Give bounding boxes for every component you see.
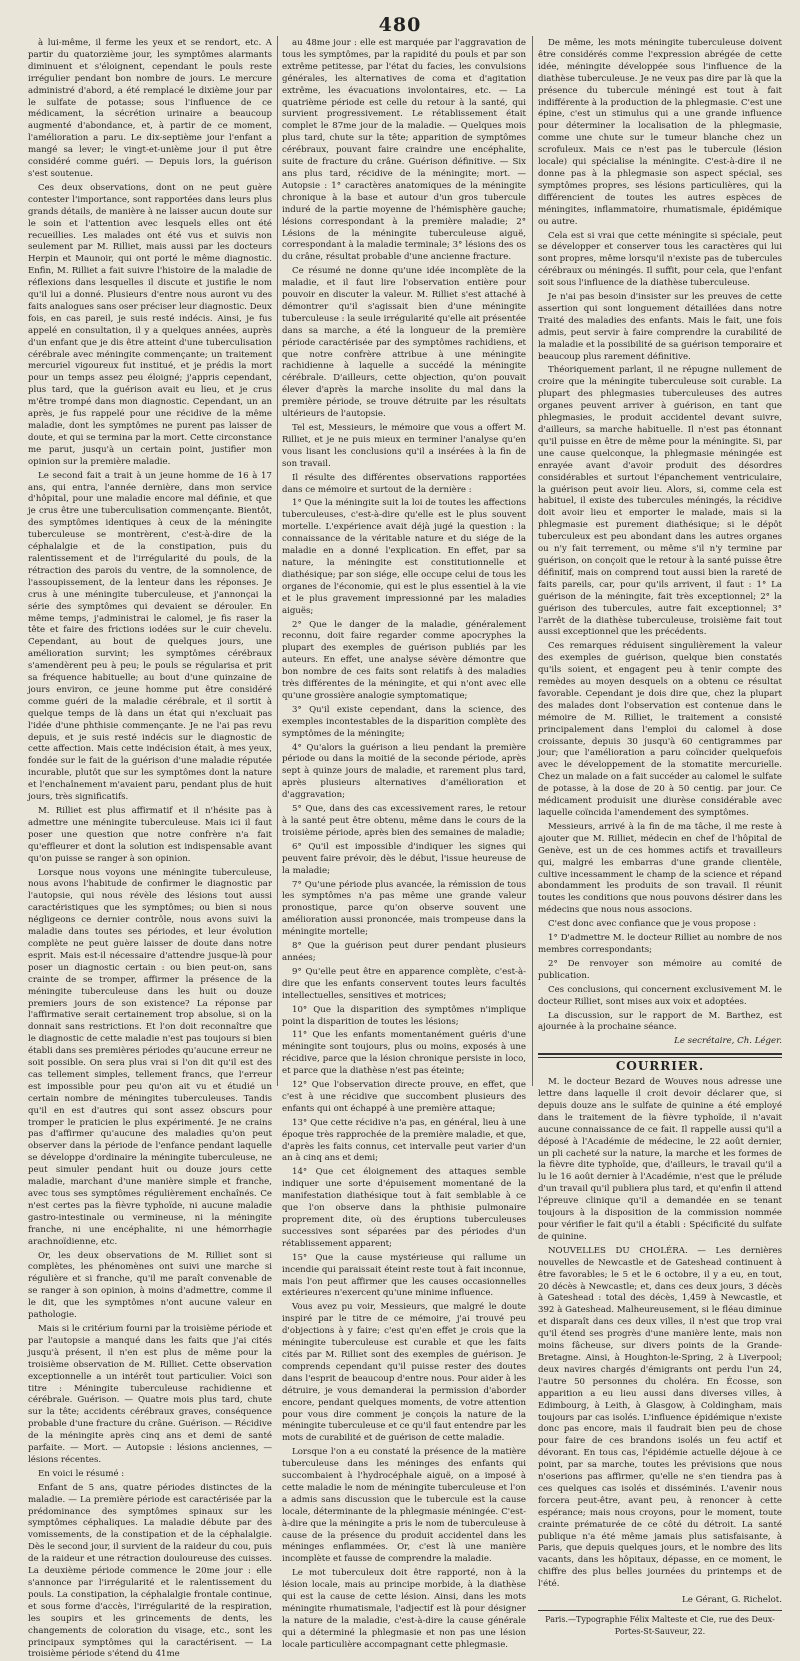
paragraph: Le second fait a trait à un jeune homme de 16 à 17 ans, qui entra, l'année dernière, dans mon service d'hôpital, pour une maladie encore mal définie, et que je crus être une tuberculisation commençante. Bientôt, des symptômes identiques à ceux de la méningite tuberculeuse se montrèrent, c'est-à-dire de la céphalalgie et de la constipation, puis du ralentissement et de l'irrégularité du pouls, de la rétraction des parois du ventre, de la somnolence, de l'assoupissement, de la lenteur dans les réponses. Je crus à une méningite tuberculeuse, et j'annonçai la série des symptômes qui devaient se dérouler. En même temps, j'administrai le calomel, je fis raser la tête et faire des frictions iodées sur le cuir chevelu. Cependant, au bout de quelques jours, une amélioration survint; les symptômes cérébraux s'amendèrent peu à peu; le pouls se régularisa et prit sa fréquence habituelle; au bout d'une quinzaine de jours environ, ce jeune homme put être considéré comme guéri de la maladie cérébrale, et il sortit à quelque temps de là dans un état qui n'excluait pas l'idée d'une phthisie commençante. Je ne l'ai pas revu depuis, et je suis resté indécis sur le diagnostic de cette affection. Mais cette indécision était, à mes yeux, fondée sur le fait de la guérison d'une maladie réputée incurable, plutôt que sur les symptômes dont la nature et l'enchaînement m'avaient paru, pendant plus de huit jours, très significatifs. bbox=[28, 470, 272, 803]
paragraph: 1° D'admettre M. le docteur Rilliet au nombre de nos membres correspondants; bbox=[538, 933, 782, 955]
paragraph: Tel est, Messieurs, le mémoire que vous a offert M. Rilliet, et je ne puis mieux en terminer l'analyse qu'en vous lisant les conclusions qu'il a insérées à la fin de son travail. bbox=[282, 423, 526, 469]
paragraph: 13° Que cette récidive n'a pas, en général, lieu à une époque très rapprochée de la première maladie, et que, d'après les faits connus, cet intervalle peut varier d'un an à cinq ans et demi; bbox=[282, 1117, 526, 1164]
paragraph: Ce résumé ne donne qu'une idée incomplète de la maladie, et il faut lire l'observation entière pour pouvoir en discuter la valeur. M. Rilliet s'est attaché à démontrer qu'il s'agissait bien d'une méningite tuberculeuse : la seule irrégularité qu'elle ait présentée dans sa marche, a été la longueur de la première période caractérisée par des symptômes rachidiens, et que notre confrère attribue à une méningite rachidienne à laquelle a succédé la méningite cérébrale. D'ailleurs, cette objection, qu'on pouvait élever d'après la marche insolite du mal dans la première période, se trouve détruite par les résultats ultérieurs de l'autopsie. bbox=[282, 266, 526, 420]
paragraph: NOUVELLES DU CHOLÉRA. — Les dernières nouvelles de Newcastle et de Gateshead continuent à être favorables; le 5 et le 6 octobre, il y a eu, en tout, 20 décès à Newcastle; et, dans ces deux jours, 3 décès à Gateshead : total des décès, 1,459 à Newcastle, et 392 à Gateshead. Malheureusement, si le fléau diminue et disparaît dans ces deux villes, il n'est que trop vrai qu'il étend ses progrès d'une manière lente, mais non moins fâcheuse, sur divers points de la Grande-Bretagne. Ainsi, à Houghton-le-Spring, 2 à Liverpool; deux navires chargés d'émigrants ont perdu l'un 24, l'autre 50 personnes du choléra. En Écosse, son apparition a eu lieu aussi dans diverses villes, à Edimbourg, à Leith, à Glasgow, à Coldingham, mais toujours par cas isolés. L'influence épidémique n'existe donc pas encore, mais il faudrait bien peu de chose pour faire de ces brandons isolés un feu actif et dévorant. En tous cas, l'épidémie actuelle déjoue à ce point, par sa marche, toutes les prévisions que nous n'oserions pas affirmer, qu'elle ne s'en tiendra pas à ces quelques cas isolés et disséminés. L'avenir nous forcera peut-être, avant peu, à renoncer à cette espérance; mais nous croyons, pour le moment, toute crainte prématurée de ce côté du détroit. La santé publique n'a été même jamais plus satisfaisante, à Paris, que depuis quelques jours, et le nombre des lits vacants, dans les hôpitaux, dépasse, en ce moment, le chiffre des plus belles journées du printemps et de l'été. bbox=[538, 1245, 782, 1590]
paragraph: 4° Qu'alors la guérison a lieu pendant la première période ou dans la moitié de la seconde période, après sept à quinze jours de maladie, et rarement plus tard, après plusieurs alternatives d'amélioration et d'aggravation; bbox=[282, 742, 526, 801]
paragraph: Mais si le critérium fourni par la troisième période et par l'autopsie a manqué dans les faits que j'ai cités jusqu'à présent, il n'en est plus de même pour la troisième observation de M. Rilliet. Cette observation exceptionnelle a un intérêt tout particulier. Voici son titre : Méningite tuberculeuse rachidienne et cérébrale. Guérison. — Quatre mois plus tard, chute sur la tête; accidents cérébraux graves, conséquence probable d'une fracture du crâne. Guérison. — Récidive de la méningite après cinq ans et demi de santé parfaite. — Mort. — Autopsie : lésions anciennes, — lésions récentes. bbox=[28, 1323, 272, 1465]
column-3 bbox=[538, 38, 783, 1636]
paragraph: 2° De renvoyer son mémoire au comité de publication. bbox=[538, 958, 782, 981]
paragraph: à lui-même, il ferme les yeux et se rendort, etc. A partir du quatorzième jour, les symptômes alarmants diminuent et s'éloignent, cependant le pouls reste irrégulier pendant bon nombre de jours. Le mercure administré d'abord, a été remplacé le dixième jour par le sulfate de potasse; sous l'influence de ce médicament, la sécrétion urinaire a beaucoup augmenté d'abondance, et, à partir de ce moment, l'amélioration a paru. Le dix-septième jour l'enfant a mangé sa lever; le vingt-et-unième jour il put être considéré comme guéri. — Depuis lors, la guérison s'est soutenue. bbox=[28, 38, 272, 179]
paragraph: 10° Que la disparition des symptômes n'implique point la disparition de toutes les lésions; bbox=[282, 1004, 526, 1027]
column-divider bbox=[277, 36, 278, 1086]
paragraph: Messieurs, arrivé à la fin de ma tâche, il me reste à ajouter que M. Rilliet, médecin en chef de l'hôpital de Genève, est un de ces hommes actifs et travailleurs qui, malgré les embarras d'une grande clientèle, cultive incessamment le champ de la science et répand abondamment les produits de son travail. Il réunit toutes les conditions que nous pouvons désirer dans les médecins que nous nous associons. bbox=[538, 821, 782, 916]
paragraph: 8° Que la guérison peut durer pendant plusieurs années; bbox=[282, 941, 526, 963]
secretary-signature: Le secrétaire, Ch. Léger. bbox=[674, 1036, 782, 1047]
paragraph: 5° Que, dans des cas excessivement rares, le retour à la santé peut être obtenu, même dans le cours de la troisième période, après bien des semaines de maladie; bbox=[282, 804, 526, 838]
column-1 bbox=[28, 38, 272, 1660]
paragraph: Il résulte des différentes observations rapportées dans ce mémoire et surtout de la dernière : bbox=[282, 472, 526, 495]
paragraph: C'est donc avec confiance que je vous propose : bbox=[548, 919, 757, 930]
paragraph: Ces deux observations, dont on ne peut guère contester l'importance, sont rapportées dans leurs plus grands détails, de manière à ne laisser aucun doute sur le soin et l'attention avec lesquels elles ont été recueillies. Les malades ont été vus et suivis non seulement par M. Rilliet, mais aussi par les docteurs Herpin et Maunoir, qui ont porté le même diagnostic. Enfin, M. Rilliet a fait suivre l'histoire de la maladie de réflexions dans lesquelles il discute et justifie le nom qu'il lui a donné. Plusieurs d'entre nous auront vu des faits analogues sans oser préciser leur diagnostic. Deux fois, en cas pareil, je suis resté indécis. Ainsi, je fus appelé en consultation, il y a quelques années, auprès d'un enfant que je dis être atteint d'une tuberculisation cérébrale avec méningite commençante; un traitement mercuriel vigoureux fut institué, et je prédis la mort pour un temps assez peu éloigné; j'appris cependant, plus tard, que la guérison avait eu lieu, et je crus m'être trompé dans mon diagnostic. Cependant, un an après, je fus rappelé pour une récidive de la même maladie, dont les symptômes ne purent pas laisser de doute, et qui se termina par la mort. Cette circonstance me parut, jusqu'à un certain point, justifier mon opinion sur la première maladie. bbox=[28, 182, 272, 467]
paragraph: Lorsque l'on a eu constaté la présence de la matière tuberculeuse dans les méninges des enfants qui succombaient à l'hydrocéphale aiguë, on a imposé à cette maladie le nom de méningite tuberculeuse et l'on a admis sans discussion que le tubercule est la cause locale, déterminante de la phlegmasie méningée. C'est-à-dire que la méningite a pris le nom de tuberculeuse à cause de la présence du produit accidentel dans les méninges enflammées. Or, c'est là une manière incomplète et fausse de comprendre la maladie. bbox=[282, 1447, 526, 1565]
editor-signature: Le Gérant, G. Richelot. bbox=[682, 1595, 782, 1606]
paragraph: 9° Qu'elle peut être en apparence complète, c'est-à-dire que les enfants conservent toutes leurs facultés intellectuelles, sensitives et motrices; bbox=[282, 966, 526, 1001]
paragraph: Or, les deux observations de M. Rilliet sont si complètes, les phénomènes ont suivi une marche si régulière et si franche, qu'il me paraît convenable de se ranger à son opinion, à moins d'admettre, comme il le dit, que les symptômes n'ont aucune valeur en pathologie. bbox=[28, 1250, 272, 1321]
paragraph: 7° Qu'une période plus avancée, la rémission de tous les symptômes n'a pas même une grande valeur pronostique, parce qu'on observe souvent une amélioration aussi prononcée, mais trompeuse dans la méningite mortelle; bbox=[282, 879, 526, 938]
paragraph: M. Rilliet est plus affirmatif et il n'hésite pas à admettre une méningite tuberculeuse. Mais ici il faut poser une question que notre confrère n'a fait qu'effleurer et dont la solution est indispensable avant qu'on puisse se ranger à son opinion. bbox=[28, 806, 272, 864]
paragraph: 15° Que la cause mystérieuse qui rallume un incendie qui paraissait éteint reste tout à fait inconnue, mais l'on peut affirmer que les causes occasionnelles extérieures n'exercent qu'une minime influence. bbox=[282, 1252, 526, 1299]
paragraph: Cela est si vrai que cette méningite si spéciale, peut se développer et conserver tous les caractères qui lui sont propres, même lorsqu'il n'existe pas de tubercules cérébraux ou méningés. Il suffit, pour cela, que l'enfant soit sous l'influence de la diathèse tuberculeuse. bbox=[538, 230, 782, 289]
paragraph: De même, les mots méningite tuberculeuse doivent être considérés comme l'expression abrégée de cette idée, méningite développée sous l'influence de la diathèse tuberculeuse. Je ne veux pas dire par là que la présence du tubercule méningé est tout à fait indifférente à la production de la phlegmasie. C'est une épine, c'est un stimulus qui a une grande influence pour déterminer la localisation de la phlegmasie, comme une chute sur le tumeur blanche chez un scrofuleux. Mais ce n'est pas le tubercule (lésion locale) qui spécialise la méningite. C'est-à-dire il ne donne pas à la phlegmasie son aspect spécial, ses symptômes propres, ses lésions particulières, qui la différencient de toutes les autres espèces de méningites, inflammatoire, rhumatismale, épidémique ou autre. bbox=[538, 38, 782, 227]
page-number: 480 bbox=[378, 14, 422, 36]
paragraph: 14° Que cet éloignement des attaques semble indiquer une sorte d'épuisement momentané de la manifestation diathésique tout à fait semblable à ce que l'on observe dans la phthisie pulmonaire proprement dite, où des éruptions tuberculeuses successives sont séparées par des périodes d'un rétablissement apparent; bbox=[282, 1167, 526, 1249]
paragraph: au 48me jour : elle est marquée par l'aggravation de tous les symptômes, par la rapidité du pouls et par son extrême petitesse, par l'état du facies, les convulsions générales, les alternatives de coma et d'agitation extrême, les évacuations involontaires, etc. — La quatrième période est celle du retour à la santé, qui survient progressivement. Le rétablissement était complet le 87me jour de la maladie. — Quelques mois plus tard, chute sur la tête; apparition de symptômes cérébraux, pouvant faire craindre une encéphalite, suite de fracture du crâne. Guérison définitive. — Six ans plus tard, récidive de la méningite; mort. — Autopsie : 1° caractères anatomiques de la méningite chronique à la base et autour d'un gros tubercule induré de la partie moyenne de l'hémisphère gauche; lésions correspondant à la première maladie; 2° Lésions de la méningite tuberculeuse aiguë, correspondant à la maladie terminale; 3° lésions des os du crâne, résultat probable d'une ancienne fracture. bbox=[282, 38, 526, 263]
paragraph: 12° Que l'observation directe prouve, en effet, que c'est à une récidive que succombent plusieurs des enfants qui ont échappé à une première attaque; bbox=[282, 1080, 526, 1114]
paragraph: 11° Que les enfants momentanément guéris d'une méningite sont toujours, plus ou moins, exposés à une récidive, parce que la lésion chronique persiste in loco, et parce que la diathèse n'est pas éteinte; bbox=[282, 1030, 526, 1077]
paragraph: Enfant de 5 ans, quatre périodes distinctes de la maladie. — La première période est caractérisée par la prédominance des symptômes spinaux sur les symptômes céphaliques. La maladie débute par des vomissements, de la constipation et de la céphalalgie. Dès le second jour, il survient de la raideur du cou, puis de la raideur et une rétraction douloureuse des cuisses. La deuxième période commence le 20me jour : elle s'annonce par l'irrégularité et le ralentissement du pouls. La constipation, la céphalalgie frontale continue, et sous forme d'accès, l'irrégularité de la respiration, les soupirs et les grincements de dents, les changements de coloration du visage, etc., sont les principaux symptômes qui la caractérisent. — La troisième période s'étend du 41me bbox=[28, 1482, 272, 1660]
paragraph: Vous avez pu voir, Messieurs, que malgré le doute inspiré par le titre de ce mémoire, j'ai trouvé peu d'objections à y faire; c'est qu'en effet je crois que la méningite tuberculeuse est curable et que les faits cités par M. Rilliet sont des exemples de guérison. Je comprends cependant qu'il puisse rester des doutes dans l'esprit de beaucoup d'entre nous. Pour aider à les détruire, je vous demanderai la permission d'aborder encore, pendant quelques moments, de votre attention pour vous dire comment je conçois la nature de la méningite tuberculeuse et ce qu'il faut entendre par les mots de curabilité et de guérison de cette maladie. bbox=[282, 1302, 526, 1444]
paragraph: Je n'ai pas besoin d'insister sur les preuves de cette assertion qui sont longuement détaillées dans notre Traité des maladies des enfants. Mais le fait, une fois admis, peut servir à faire comprendre la curabilité de la maladie et la possibilité de sa guérison temporaire et beaucoup plus rarement définitive. bbox=[538, 292, 782, 362]
section-divider bbox=[538, 1053, 782, 1058]
column-2 bbox=[282, 38, 526, 1650]
paragraph: En voici le résumé : bbox=[38, 1468, 125, 1479]
paragraph: Le mot tuberculeux doit être rapporté, non à la lésion locale, mais au principe morbide, à la diathèse qui est la cause de cette lésion. Ainsi, dans les mots méningite rhumatismale, l'adjectif est là pour désigner la nature de la maladie, c'est-à-dire la cause générale qui a déterminé la phlegmasie et non pas une lésion locale particulière accompagnant cette phlegmasie. bbox=[282, 1568, 526, 1650]
courrier-heading: COURRIER. bbox=[615, 1059, 705, 1074]
paragraph: La discussion, sur le rapport de M. Barthez, est ajournée à la prochaine séance. bbox=[538, 1010, 782, 1033]
column-divider bbox=[532, 36, 533, 1086]
paragraph: Ces remarques réduisent singulièrement la valeur des exemples de guérison, quelque bien constatés qu'ils soient, et engagent peu à tenir compte des remèdes au moyen desquels on a obtenu ce résultat favorable. Cependant je dois dire que, chez la plupart des malades dont l'observation est contenue dans le mémoire de M. Rilliet, le traitement a consisté principalement dans l'emploi du calomel à dose croissante, depuis 30 jusqu'à 60 centigrammes par jour; que l'amélioration a paru coïncider quelquefois avec le développement de la stomatite mercurielle. Chez un malade on a fait succéder au calomel le sulfate de potasse, à la dose de 20 à 50 centig. par jour. Ce médicament produisit une diurèse considérable avec laquelle coïncida l'amendement des symptômes. bbox=[538, 641, 782, 818]
paragraph: Ces conclusions, qui concernent exclusivement M. le docteur Rilliet, sont mises aux voix et adoptées. bbox=[538, 984, 782, 1007]
paragraph: Lorsque nous voyons une méningite tuberculeuse, nous avons l'habitude de confirmer le diagnostic par l'autopsie, qui nous révèle des lésions tout aussi caractéristiques que les symptômes; ou bien si nous négligeons ce dernier contrôle, nous avons suivi la maladie dans toutes ses périodes, et leur évolution complète ne peut guère laisser de doute dans notre esprit. Mais est-il nécessaire d'attendre jusque-là pour poser un diagnostic certain : ou bien peut-on, sans crainte de se tromper, affirmer la présence de la méningite tuberculeuse dans les huit ou douze premiers jours de son existence? La réponse par l'affirmative serait certainement trop absolue, si on la donnait sans restrictions. Et l'on doit reconnaître que le diagnostic de cette maladie n'est pas toujours si bien établi dans ses premières périodes qu'aucune erreur ne soit possible. On sera plus vrai si l'on dit qu'il est des cas tellement simples, tellement francs, que l'erreur est impossible pour peu qu'on ait vu et étudié un certain nombre de méningites tuberculeuses. Tandis qu'il en est d'autres qui sont assez obscurs pour tromper le praticien le plus expérimenté. Je ne crains pas d'affirmer qu'aucune des maladies qu'on peut observer dans la période de l'enfance pendant laquelle se développe d'ordinaire la méningite tuberculeuse, ne peut simuler pendant huit ou douze jours cette maladie, marchant d'une manière simple et franche, avec tous ses symptômes régulièrement enchaînés. Ce n'est certes pas la fièvre typhoïde, ni aucune maladie gastro-intestinale ou vermineuse, ni la méningite franche, ni une encéphalite, ni une hémorrhagie arachnoïdienne, etc. bbox=[28, 867, 272, 1247]
paragraph: 6° Qu'il est impossible d'indiquer les signes qui peuvent faire prévoir, dès le début, l'issue heureuse de la maladie; bbox=[282, 841, 526, 876]
paragraph: 2° Que le danger de la maladie, généralement reconnu, doit faire regarder comme apocryphes la plupart des exemples de guérison publiés par les auteurs. En effet, une analyse sévère démontre que bon nombre de ces faits sont relatifs à des maladies très différentes de la méningite, et qui n'ont avec elle qu'une grossière analogie symptomatique; bbox=[282, 619, 526, 701]
paragraph: Théoriquement parlant, il ne répugne nullement de croire que la méningite tuberculeuse soit curable. La plupart des phlegmasies tuberculeuses des autres organes peuvent arriver à guérison, en tant que phlegmasies, le produit accidentel devant suivre, d'ailleurs, sa marche habituelle. Il n'est pas étonnant qu'il puisse en être de même pour la méningite. Si, par une cause quelconque, la phlegmasie méningée est enrayée avant d'avoir produit des désordres considérables et surtout l'épanchement ventriculaire, la guérison peut avoir lieu. Alors, si, comme cela est habituel, il existe des tubercules méningés, la récidive doit avoir lieu et emporter le malade, mais si la phlegmasie est purement diathésique; si le dépôt tuberculeux est peu abondant dans les autres organes ou n'y fait terrement, ou même s'il n'y termine par guérison, on conçoit que le retour à la santé puisse être définitif, mais on comprend tout aussi bien la rareté de faits pareils, car, pour qu'ils arrivent, il faut : 1° La guérison de la méningite, fait très exceptionnel; 2° la guérison des tubercules, autre fait exceptionnel; 3° l'arrêt de la diathèse tuberculeuse, troisième fait tout aussi exceptionnel que les précédents. bbox=[538, 365, 783, 638]
paragraph: 3° Qu'il existe cependant, dans la science, des exemples incontestables de la disparition complète des symptômes de la méningite; bbox=[282, 704, 526, 739]
paragraph: 1° Que la méningite suit la loi de toutes les affections tuberculeuses, c'est-à-dire qu'elle est le plus souvent mortelle. L'expérience avait déjà jugé la question : la connaissance de la véritable nature et du siége de la maladie en a donné l'explication. En effet, par sa nature, la méningite est constitutionnelle et diathésique; par son siége, elle occupe celui de tous les organes de l'économie, qui est le plus essentiel à la vie et le plus gravement impressionné par les maladies aiguës; bbox=[282, 498, 526, 616]
paragraph: M. le docteur Bezard de Wouves nous adresse une lettre dans laquelle il croit devoir déclarer que, si depuis douze ans le sulfate de quinine a été employé dans le traitement de la fièvre typhoïde, il n'avait aucune connaissance de ce fait. Il rappelle aussi qu'il a déposé à l'Académie de médecine, le 22 août dernier, un pli cacheté sur la nature, la marche et les formes de la fièvre dite typhoïde, que, d'ailleurs, le travail qu'il a lu le 16 août dernier à l'Académie, n'est que le prélude d'un travail qu'il publiera plus tard, et qu'enfin il attend l'épreuve clinique qu'il a demandée en se tenant toujours à la disposition de la commission nommée pour vérifier le fait qu'il a établi : Spécificité du sulfate de quinine. bbox=[538, 1077, 782, 1242]
printer-imprint: Paris.—Typographie Félix Malteste et Cie, rue des Deux-Portes-St-Sauveur, 22. bbox=[538, 1610, 782, 1638]
